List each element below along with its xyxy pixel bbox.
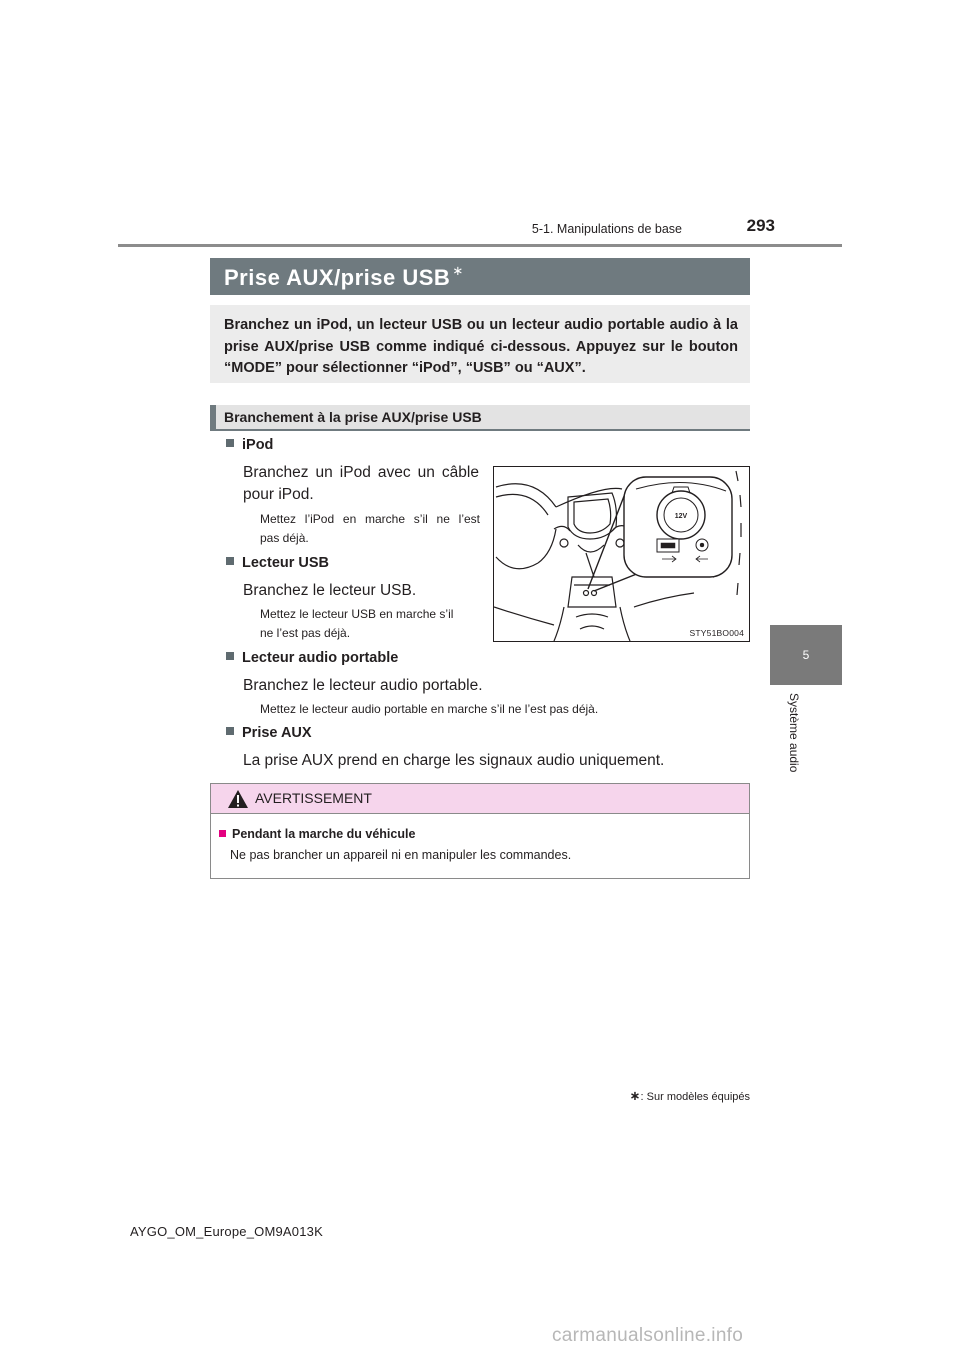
header-rule: [118, 244, 842, 247]
warning-title: Pendant la marche du véhicule: [219, 827, 415, 841]
note-line: Mettez l’iPod en marche s’il ne l’est: [260, 512, 480, 526]
warning-triangle-icon: [227, 789, 249, 809]
section-heading-text: Branchement à la prise AUX/prise USB: [224, 409, 482, 425]
square-bullet-icon: [226, 439, 234, 447]
square-bullet-icon: [219, 830, 226, 837]
item-title-ipod: iPod: [226, 437, 273, 453]
header-section-title: 5-1. Manipulations de base: [531, 222, 682, 236]
section-heading-bar: [210, 405, 216, 429]
page-title-text: Prise AUX/prise USB: [224, 264, 451, 290]
note-line: ne l’est pas déjà.: [260, 626, 351, 640]
section-heading: [210, 405, 750, 431]
square-bullet-icon: [226, 652, 234, 660]
body-line: Branchez un iPod avec un câble: [243, 464, 479, 481]
footnote: [540, 1088, 750, 1104]
item-title-usb: Lecteur USB: [226, 555, 329, 571]
figure-code: STY51BO004: [689, 628, 744, 638]
item-note-portable-player: [260, 700, 598, 719]
item-body-aux: [243, 750, 664, 772]
square-bullet-icon: [226, 727, 234, 735]
body-line: Branchez le lecteur audio portable.: [243, 677, 483, 694]
chapter-label: Système audio: [787, 693, 801, 773]
socket-label: 12V: [674, 513, 688, 520]
note-line: Mettez le lecteur USB en marche s’il: [260, 607, 454, 621]
chapter-tab: [770, 625, 842, 685]
square-bullet-icon: [226, 557, 234, 565]
warning-box: [210, 783, 750, 879]
asterisk-icon: ∗: [629, 1088, 641, 1103]
item-body-portable-player: [243, 675, 483, 697]
body-line: pour iPod.: [243, 486, 314, 503]
body-line: Branchez le lecteur USB.: [243, 582, 417, 599]
dashboard-illustration: [493, 466, 750, 642]
item-note-usb: [260, 605, 480, 643]
item-body-ipod: [243, 462, 479, 506]
warning-heading: AVERTISSEMENT: [255, 790, 372, 806]
footer-code: AYGO_OM_Europe_OM9A013K: [130, 1224, 323, 1239]
warning-text: Ne pas brancher un appareil ni en manipuler les commandes.: [230, 848, 572, 862]
item-body-usb: [243, 580, 416, 602]
intro-box: [210, 305, 750, 383]
body-line: La prise AUX prend en charge les signaux audio uniquement.: [243, 752, 665, 769]
asterisk-icon: ∗: [452, 262, 464, 278]
page-number: 293: [746, 216, 775, 235]
warning-header: [211, 784, 749, 814]
intro-text: Branchez un iPod, un lecteur USB ou un lecteur audio portable audio à la prise AUX/prise USB comme indiqué ci-dessous. Appuyez sur le bouton “MODE” pour sélectionner “iPod”, “USB” ou “AUX”.: [224, 317, 738, 376]
item-title-portable-player: Lecteur audio portable: [226, 650, 398, 666]
note-line: Mettez le lecteur audio portable en marche s’il ne l’est pas déjà.: [260, 702, 599, 716]
footnote-text: : Sur modèles équipés: [640, 1091, 750, 1103]
dashboard-drawing: [494, 467, 749, 641]
page-title: [224, 263, 464, 291]
item-note-ipod: [260, 510, 480, 548]
title-banner: [210, 258, 750, 295]
watermark: carmanualsonline.info: [552, 1325, 744, 1346]
item-title-aux: Prise AUX: [226, 725, 312, 741]
note-line: pas déjà.: [260, 531, 309, 545]
chapter-number: 5: [802, 648, 810, 662]
chapter-label-container: [785, 693, 805, 813]
